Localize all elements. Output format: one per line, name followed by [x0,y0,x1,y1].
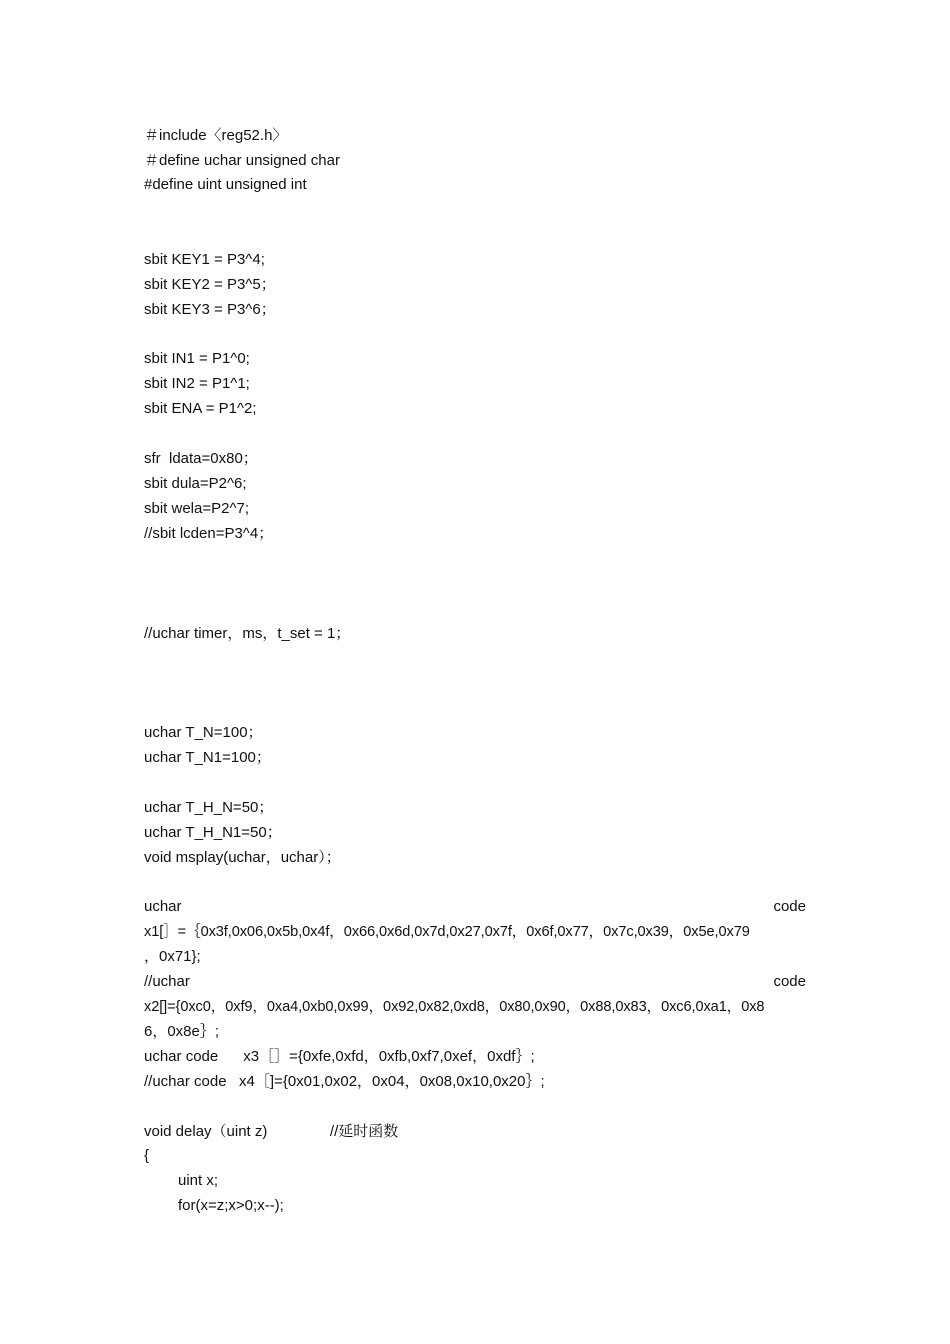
code-line: uchar code x3［］={0xfe,0xfd，0xfb,0xf7,0xef，0xdf｝; [144,1048,535,1065]
code-line: { [144,1147,150,1164]
code-token: code [773,898,806,915]
code-token: //uchar [144,973,190,990]
code-token: code [773,973,806,990]
code-line: sbit wela=P2^7; [144,500,250,517]
code-line: uchar T_N=100； [144,724,263,741]
code-line-justified [144,897,806,917]
code-line: sbit dula=P2^6; [144,475,247,492]
code-line: //uchar timer，ms，t_set = 1； [144,625,351,642]
code-line: ＃include〈reg52.h〉 [144,127,288,144]
code-line: sbit KEY3 = P3^6； [144,301,276,318]
code-line: x2[]={0xc0，0xf9，0xa4,0xb0,0x99，0x92,0x82,0xd8，0x80,0x90，0x88,0x83，0xc6,0xa1，0x8 [144,999,765,1015]
code-line: uchar T_H_N1=50； [144,824,282,841]
code-line: ，0x71}; [144,948,201,965]
code-token: uchar [144,898,182,915]
code-line: //uchar code x4［]={0x01,0x02，0x04，0x08,0x10,0x20｝; [144,1073,545,1090]
code-line: for(x=z;x>0;x--); [178,1197,284,1214]
code-line: #define uint unsigned int [144,176,307,193]
code-line: uchar T_N1=100； [144,749,271,766]
code-line: sbit KEY1 = P3^4; [144,251,265,268]
code-line: void msplay(uchar，uchar）； [144,849,341,866]
code-line: ＃define uchar unsigned char [144,152,340,169]
code-line-justified [144,972,806,992]
code-line: uint x; [178,1172,219,1189]
code-line: void delay（uint z) //延时函数 [144,1123,399,1140]
code-line: //sbit lcden=P3^4； [144,525,274,542]
code-line: sbit KEY2 = P3^5； [144,276,276,293]
code-line: 6，0x8e｝; [144,1023,220,1040]
code-line: x1[］=｛0x3f,0x06,0x5b,0x4f，0x66,0x6d,0x7d,0x27,0x7f，0x6f,0x77，0x7c,0x39，0x5e,0x79 [144,924,750,940]
code-line: uchar T_H_N=50； [144,799,274,816]
code-line: sfr ldata=0x80； [144,450,258,467]
code-line: sbit IN2 = P1^1; [144,375,250,392]
code-line: sbit ENA = P1^2; [144,400,257,417]
code-line: sbit IN1 = P1^0; [144,350,250,367]
